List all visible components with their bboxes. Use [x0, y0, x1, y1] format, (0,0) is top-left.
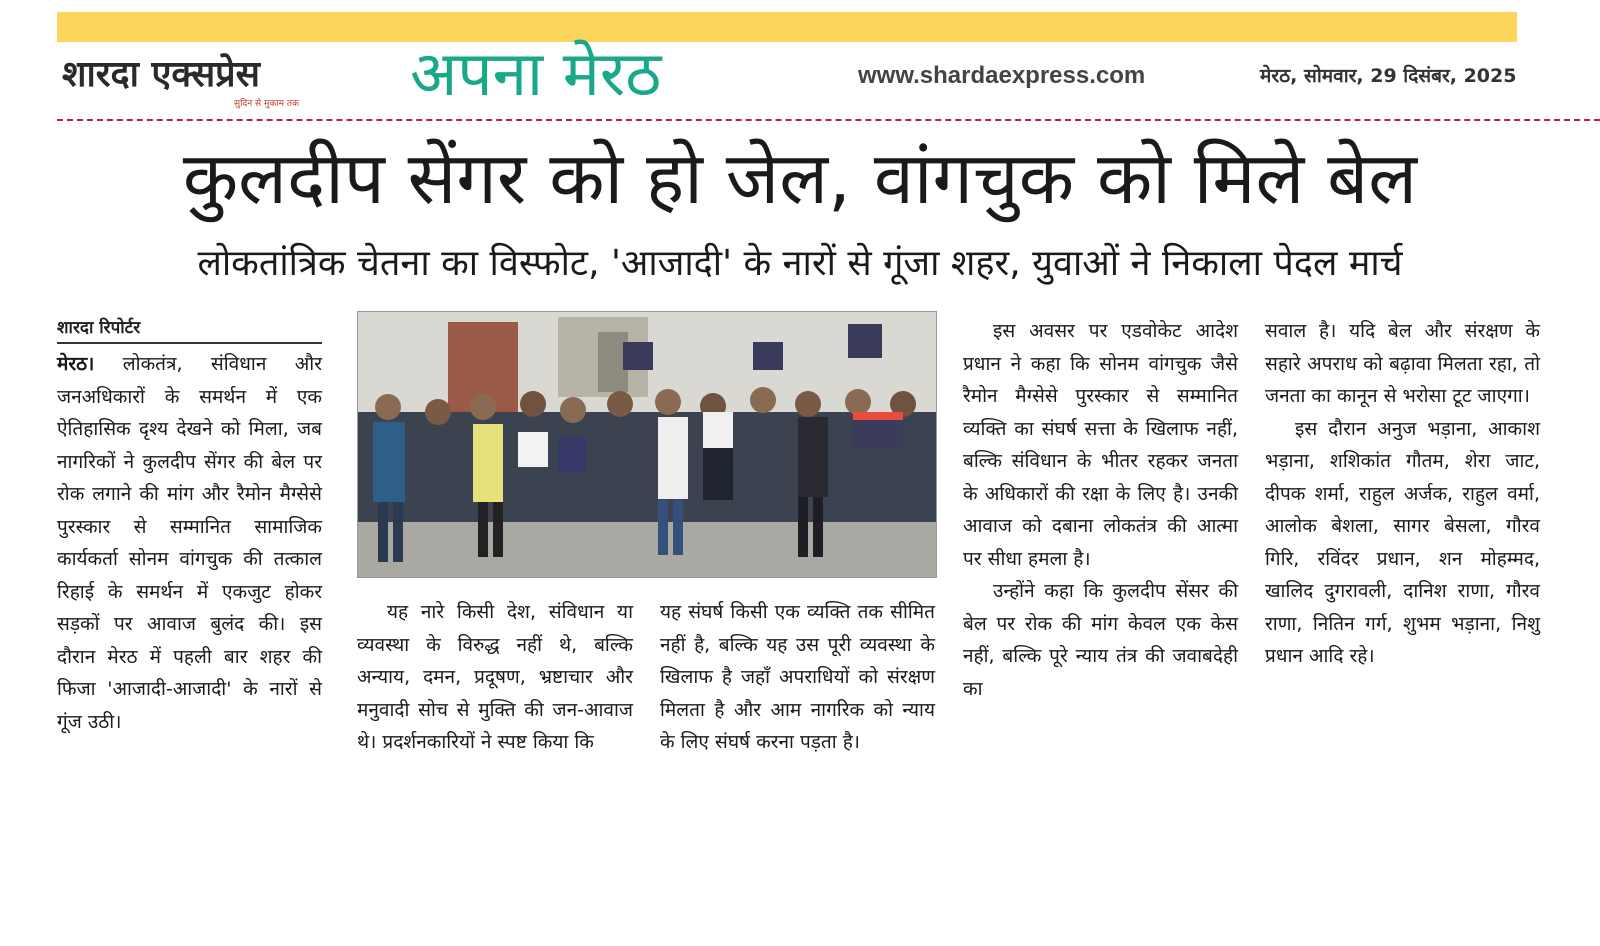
top-color-band	[57, 12, 1517, 42]
column-4-paragraph-2: उन्होंने कहा कि कुलदीप सेंसर की बेल पर रोक की मांग केवल एक केस नहीं, बल्कि पूरे न्याय तंत्र की जवाबदेही का	[963, 580, 1238, 700]
section-title: अपना मेरठ	[410, 37, 662, 110]
column-2	[357, 596, 633, 759]
logo-tagline: सुदिन से मुकाम तक	[234, 99, 299, 109]
masthead-divider	[57, 119, 1600, 121]
column-5-paragraph-1: सवाल है। यदि बेल और संरक्षण के सहारे अपराध को बढ़ावा मिलता रहा, तो जनता का कानून से भरोसा टूट जाएगा।	[1265, 320, 1540, 407]
column-5	[1265, 315, 1540, 673]
column-3	[660, 596, 935, 759]
logo-text: शारदा एक्सप्रेस	[62, 53, 260, 95]
column-1	[57, 348, 322, 738]
newspaper-logo	[62, 52, 342, 108]
column-1-text: लोकतंत्र, संविधान और जनअधिकारों के समर्थन में एक ऐतिहासिक दृश्य देखने को मिला, जब नागरिकों ने कुलदीप सेंगर की बेल पर रोक लगाने की मांग और रैमोन मैग्सेसे पुरस्कार से सम्मानित सामाजिक कार्यकर्ता सोनम वांगचुक की तत्काल रिहाई के समर्थन में एकजुट होकर सड़कों पर आवाज बुलंद की। इस दौरान मेरठ में पहली बार शहर की फिजा 'आजादी-आजादी' के नारों से गूंज उठी।	[57, 353, 322, 733]
column-4	[963, 315, 1238, 705]
headline: कुलदीप सेंगर को हो जेल, वांगचुक को मिले बेल	[182, 136, 1418, 220]
edition-dateline: मेरठ, सोमवार, 29 दिसंबर, 2025	[1260, 65, 1517, 87]
subheadline: लोकतांत्रिक चेतना का विस्फोट, 'आजादी' के नारों से गूंजा शहर, युवाओं ने निकाला पेदल मार्च	[197, 243, 1403, 284]
paragraph	[57, 348, 322, 738]
website-url: www.shardaexpress.com	[858, 62, 1146, 89]
column-5-paragraph-2: इस दौरान अनुज भड़ाना, आकाश भड़ाना, शशिकांत गौतम, शेरा जाट, दीपक शर्मा, राहुल अर्जक, राहुल वर्मा, आलोक बेशला, सागर बेसला, गौरव गिरि, रविंदर प्रधान, शन मोहम्मद, खालिद दुगरावली, दानिश राणा, गौरव राणा, नितिन गर्ग, शुभम भड़ाना, निशु प्रधान आदि रहे।	[1265, 417, 1540, 667]
protest-photo	[357, 311, 937, 578]
byline: शारदा रिपोर्टर	[57, 315, 322, 344]
column-2-text: यह नारे किसी देश, संविधान या व्यवस्था के विरुद्ध नहीं थे, बल्कि अन्याय, दमन, प्रदूषण, भ्रष्टाचार और मनुवादी सोच से मुक्ति की जन-आवाज थे। प्रदर्शनकारियों ने स्पष्ट किया कि	[357, 601, 633, 753]
column-3-text: यह संघर्ष किसी एक व्यक्ति तक सीमित नहीं है, बल्कि यह उस पूरी व्यवस्था के खिलाफ है जहाँ अपराधियों को संरक्षण मिलता है और आम नागरिक को न्याय के लिए संघर्ष करना पड़ता है।	[660, 601, 935, 753]
dateline-place: मेरठ।	[57, 353, 95, 375]
column-4-paragraph-1: इस अवसर पर एडवोकेट आदेश प्रधान ने कहा कि सोनम वांगचुक जैसे रैमोन मैग्सेसे पुरस्कार से सम्मानित व्यक्ति का संघर्ष सत्ता के खिलाफ नहीं, बल्कि संविधान के भीतर रहकर जनता के अधिकारों की रक्षा के लिए है। उनकी आवाज को दबाना लोकतंत्र की आत्मा पर सीधा हमला है।	[963, 320, 1238, 570]
